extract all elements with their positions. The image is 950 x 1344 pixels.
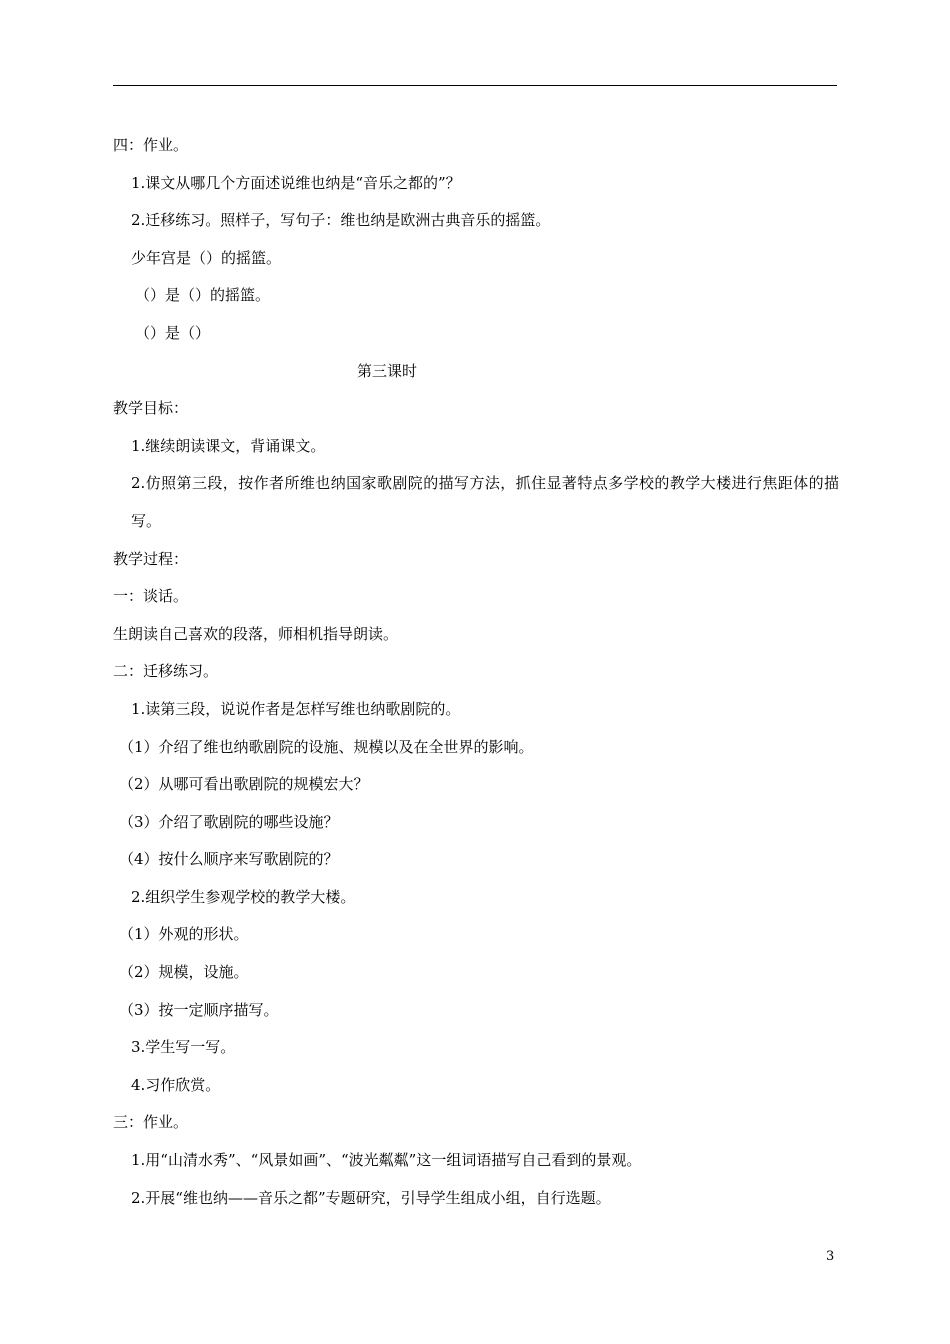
objective-item-1: 1.继续朗读课文，背诵课文。 [131,436,326,455]
step-two-item-4: 4.习作欣赏。 [131,1075,221,1094]
sub-item: （1）介绍了维也纳歌剧院的设施、规模以及在全世界的影响。 [119,737,534,756]
process-heading: 教学过程： [113,549,189,568]
step-two-heading: 二：迁移练习。 [113,662,219,681]
page-number: 3 [826,1249,835,1264]
fill-blank-3: （）是（） [135,323,211,342]
header-rule [113,85,837,86]
step-two-item-2: 2.组织学生参观学校的教学大楼。 [131,887,356,906]
document-body [113,127,839,1217]
sub-item: （3）按一定顺序描写。 [119,1000,279,1019]
fill-blank-1: 少年宫是（）的摇篮。 [131,248,282,267]
step-three-heading: 三：作业。 [113,1113,189,1132]
sub-item: （2）规模，设施。 [119,963,249,982]
step-two-item-3: 3.学生写一写。 [131,1038,236,1057]
step-one-text: 生朗读自己喜欢的段落，师相机指导朗读。 [113,624,399,643]
objectives-heading: 教学目标： [113,399,189,418]
step-three-item-1: 1.用“山清水秀”、“风景如画”、“波光粼粼”这一组词语描写自己看到的景观。 [131,1151,642,1170]
step-two-item-1: 1.读第三段，说说作者是怎样写维也纳歌剧院的。 [131,699,461,718]
step-one-heading: 一：谈话。 [113,587,189,606]
step-three-item-2: 2.开展“维也纳——音乐之都”专题研究，引导学生组成小组，自行选题。 [131,1188,611,1207]
section-four-heading: 四：作业。 [113,136,189,154]
sub-item: （4）按什么顺序来写歌剧院的？ [119,850,339,869]
objective-item-2: 2.仿照第三段，按作者所维也纳国家歌剧院的描写方法，抓住显著特点多学校的教学大楼进行焦距体的描写。 [131,474,839,530]
homework-item-2: 2.迁移练习。照样子，写句子：维也纳是欧洲古典音乐的摇篮。 [131,211,551,230]
sub-item: （1）外观的形状。 [119,925,249,944]
sub-item: （3）介绍了歌剧院的哪些设施？ [119,812,339,831]
fill-blank-2: （）是（）的摇篮。 [135,286,271,305]
sub-item: （2）从哪可看出歌剧院的规模宏大？ [119,775,369,794]
lesson-title: 第三课时 [357,361,418,380]
homework-item-1: 1.课文从哪几个方面述说维也纳是“音乐之都的”？ [131,173,461,192]
